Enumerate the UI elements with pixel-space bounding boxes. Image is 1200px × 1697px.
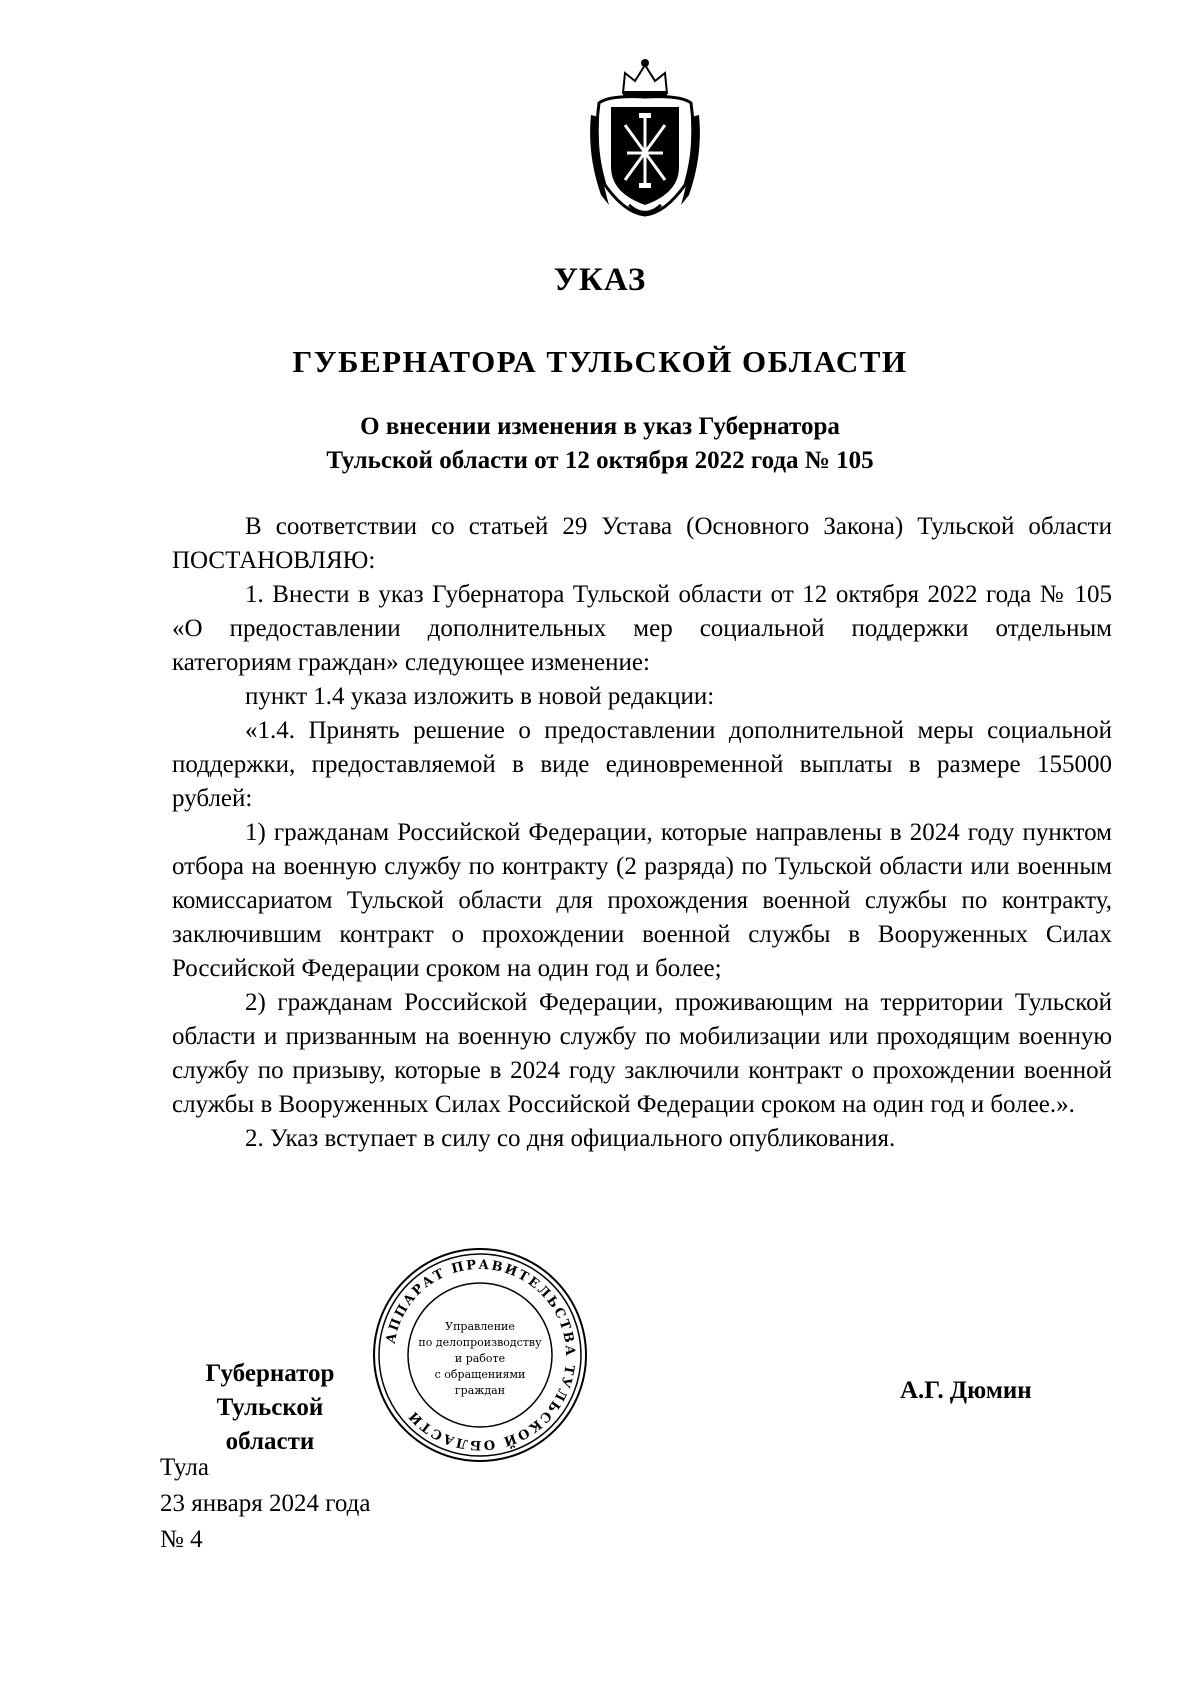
tula-coat-of-arms-emblem: [585, 55, 705, 220]
paragraph-item-2: 2. Указ вступает в силу со дня официального опубликования.: [245, 1125, 896, 1152]
stamp-center-line-3: и работе: [454, 1352, 506, 1365]
paragraph-subitem-1: 1) гражданам Российской Федерации, которые направлены в 2024 году пунктом отбора на военную службу по контракту (2 разряда) по Тульской области или военным комиссариатом Тульской области для прохождения военной службы по контракту, заключившим контракт о прохождении военной службы в Вооруженных Силах Российской Федерации сроком на один год и более;: [172, 819, 1112, 982]
document-number: № 4: [160, 1526, 203, 1553]
document-footer: [160, 1450, 370, 1558]
paragraph-subitem-2: 2) гражданам Российской Федерации, проживающим на территории Тульской области и призванным на военную службу по мобилизации или проходящим военную службу по призыву, которые в 2024 году заключили контракт о прохождении военной службы в Вооруженных Силах Российской Федерации сроком на один год и более.».: [172, 989, 1112, 1118]
stamp-center-line-4: с обращениями: [434, 1368, 526, 1381]
paragraph-amendment-intro: пункт 1.4 указа изложить в новой редакции:: [245, 683, 715, 710]
signatory-title-line-1: Губернатор: [205, 1360, 335, 1387]
subject-line-2: Тульской области от 12 октября 2022 года № 105: [326, 447, 874, 474]
stamp-ring-text: АППАРАТ ПРАВИТЕЛЬСТВА ТУЛЬСКОЙ ОБЛАСТИ: [383, 1257, 578, 1453]
document-subject: [0, 410, 1200, 478]
signatory-name: А.Г. Дюмин: [900, 1377, 1032, 1404]
document-body: [172, 510, 1112, 1156]
issue-date: 23 января 2024 года: [160, 1490, 371, 1517]
stamp-center-line-2: по делопроизводству: [418, 1336, 542, 1349]
official-stamp: [370, 1245, 590, 1465]
issuing-authority: ГУБЕРНАТОРА ТУЛЬСКОЙ ОБЛАСТИ: [292, 344, 908, 379]
issue-city: Тула: [160, 1454, 209, 1481]
stamp-center-line-5: граждан: [454, 1384, 506, 1397]
paragraph-preamble: В соответствии со статьей 29 Устава (Основного Закона) Тульской области ПОСТАНОВЛЯЮ:: [172, 513, 1112, 574]
paragraph-new-clause: «1.4. Принять решение о предоставлении дополнительной меры социальной поддержки, предоставляемой в виде единовременной выплаты в размере 155000 рублей:: [172, 717, 1112, 812]
signatory-title: [170, 1357, 370, 1459]
signatory-title-line-2: Тульской области: [216, 1394, 324, 1455]
stamp-center-line-1: Управление: [445, 1320, 515, 1333]
paragraph-item-1: 1. Внести в указ Губернатора Тульской области от 12 октября 2022 года № 105 «О предоставлении дополнительных мер социальной поддержки отдельным категориям граждан» следующее изменение:: [172, 581, 1112, 676]
document-type-title: УКАЗ: [553, 262, 647, 298]
subject-line-1: О внесении изменения в указ Губернатора: [360, 413, 840, 440]
